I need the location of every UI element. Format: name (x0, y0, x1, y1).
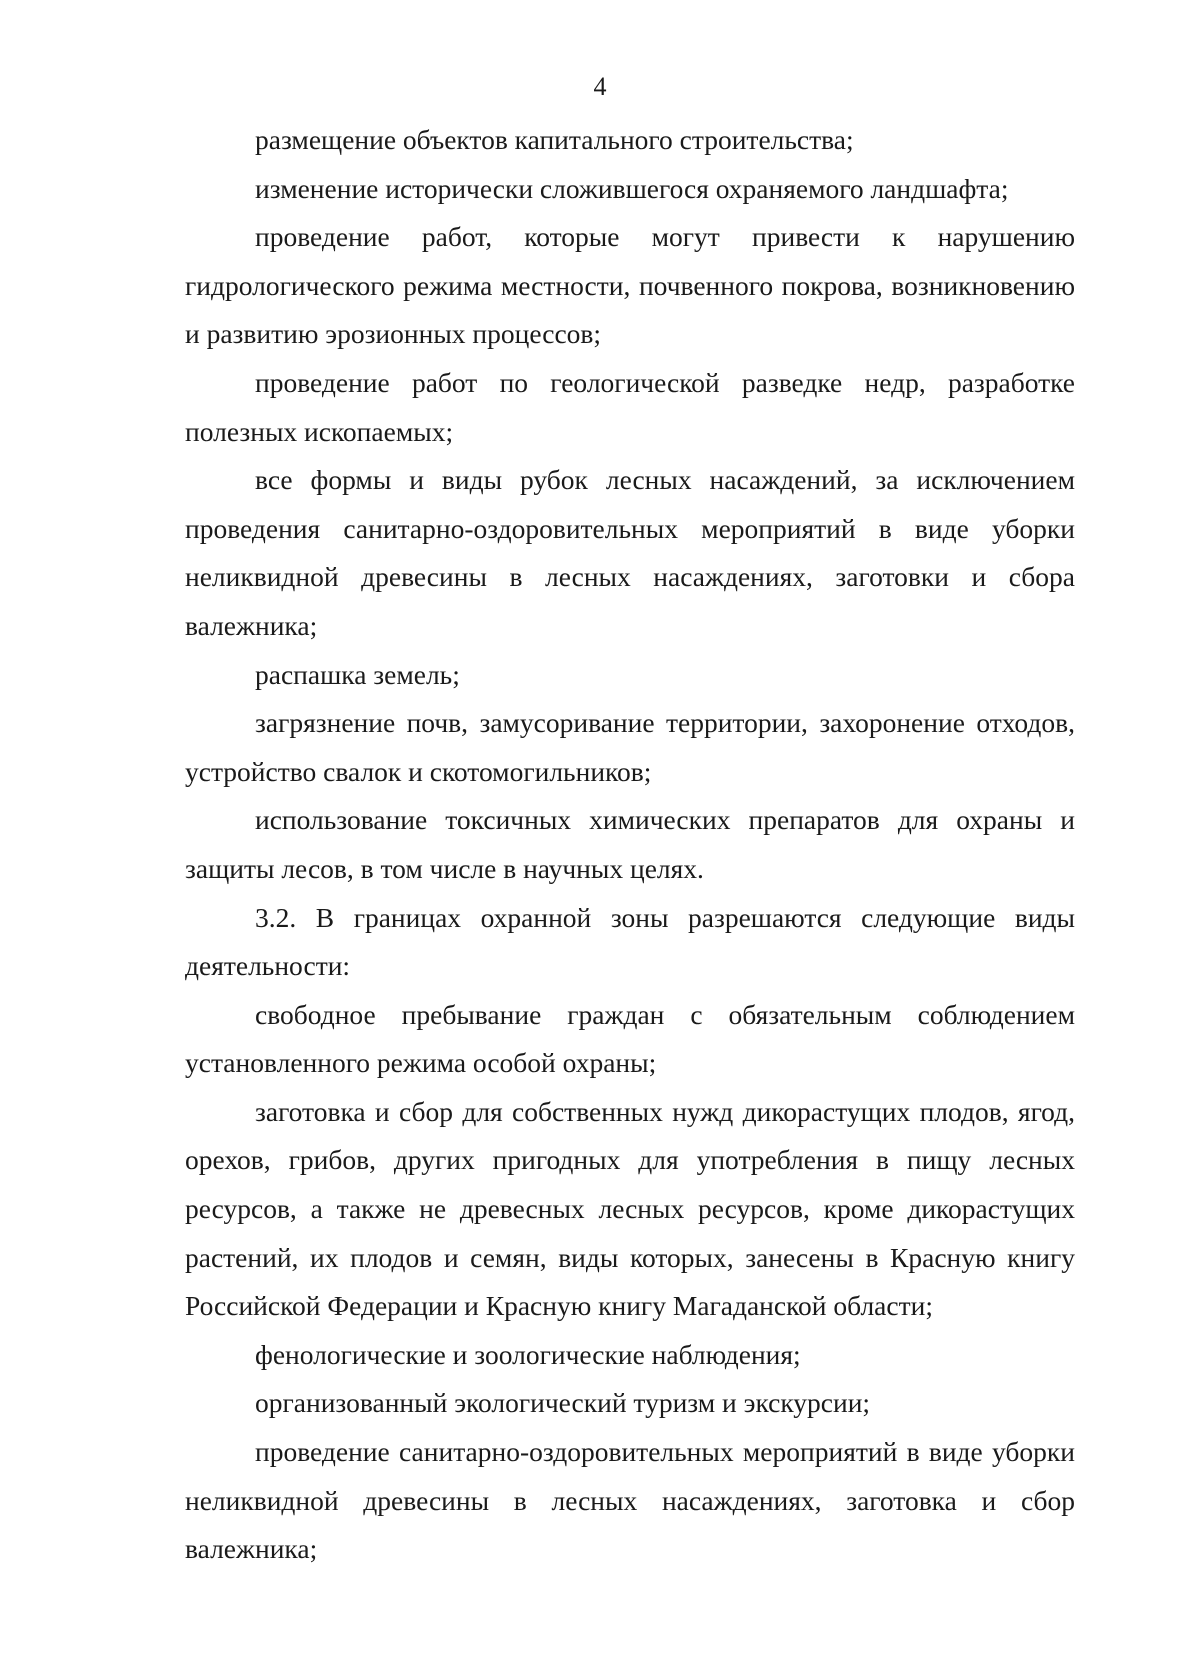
paragraph: размещение объектов капитального строительства; (255, 124, 854, 155)
paragraph: проведение работ по геологической разведке недр, разработке полезных ископаемых; (185, 366, 1075, 447)
paragraph: загрязнение почв, замусоривание территории, захоронение отходов, устройство свалок и скотомогильников; (185, 707, 1075, 787)
paragraph: все формы и виды рубок лесных насаждений, за исключением проведения санитарно-оздоровительных мероприятий в виде уборки неликвидной древесины в лесных насаждениях, заготовки и сбора валежника; (185, 464, 1075, 641)
paragraph: организованный экологический туризм и экскурсии; (255, 1387, 871, 1419)
paragraph: фенологические и зоологические наблюдения; (255, 1338, 801, 1370)
paragraph: использование токсичных химических препаратов для охраны и защиты лесов, в том числе в научных целях. (185, 804, 1075, 884)
paragraph: распашка земель; (255, 658, 460, 690)
paragraph: заготовка и сбор для собственных нужд дикорастущих плодов, ягод, орехов, грибов, других пригодных для употребления в пищу лесных ресурсов, а также не древесных лесных ресурсов, кроме дикорастущих растений, их плодов и семян, виды которых, занесены в Красную книгу Российской Федерации и Красную книгу Магаданской области; (185, 1095, 1075, 1322)
paragraph: проведение санитарно-оздоровительных мероприятий в виде уборки неликвидной древесины в лесных насаждениях, заготовка и сбор валежника; (185, 1436, 1075, 1565)
paragraph: изменение исторически сложившегося охраняемого ландшафта; (255, 172, 1009, 204)
paragraph: проведение работ, которые могут привести к нарушению гидрологического режима местности, почвенного покрова, возникновению и развитию эрозионных процессов; (185, 221, 1075, 350)
document-body (185, 116, 1075, 1574)
paragraph: свободное пребывание граждан с обязательным соблюдением установленного режима особой охраны; (185, 998, 1075, 1079)
section-paragraph: 3.2. В границах охранной зоны разрешаются следующие виды деятельности: (185, 901, 1075, 982)
page-number: 4 (593, 72, 607, 101)
